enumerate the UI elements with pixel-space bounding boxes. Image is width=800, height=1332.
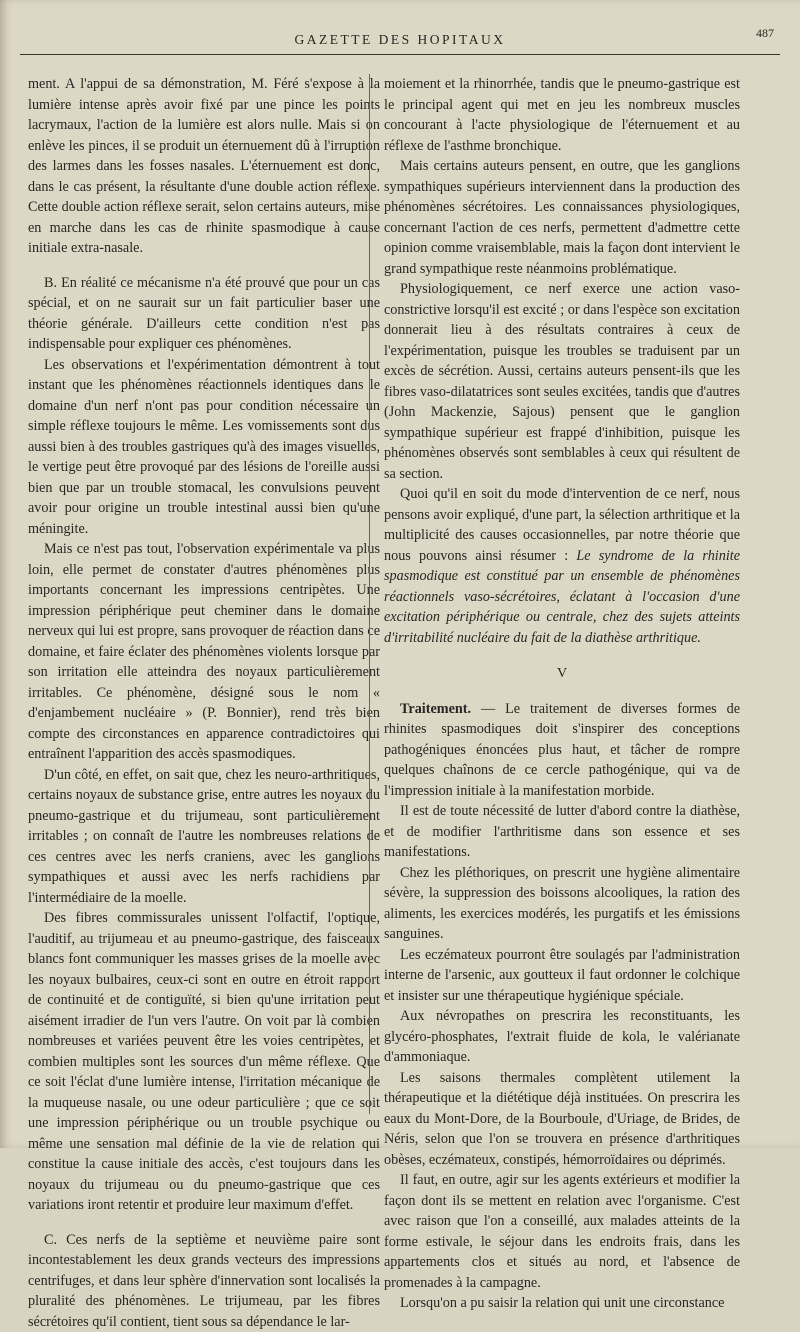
paragraph: C. Ces nerfs de la septième et neuvième paire sont incontestablement les deux grands vecteurs des impressions centrifuges, et dans leur sphère d'innervation sont localisés la pluralité des phénomènes. Le trijumeau, par les fibres sécrétoires qu'il contient, tient sous sa dépendance le lar- — [28, 1230, 380, 1332]
paragraph: D'un côté, en effet, on sait que, chez les neuro-arthritiques, certains noyaux de substance grise, entre autres les noyaux du pneumo-gastrique et du trijumeau, sont particulièrement irritables ; on connaît de l'autre les nombreuses relations de ces centres avec les nerfs craniens, avec les ganglions sympathiques et aussi avec les nerfs rachidiens par l'intermédiaire de la moelle. — [28, 765, 380, 909]
paragraph-text: — Le traitement de diverses formes de rhinites spasmodiques doit s'inspirer des conceptions pathogéniques énoncées plus haut, et tâcher de rompre quelques chaînons de ce cercle pathogénique, qui va de l'impression initiale à la manifestation morbide. — [384, 701, 740, 799]
paragraph: Les observations et l'expérimentation démontrent à tout instant que les phénomènes réactionnels identiques dans le domaine d'un nerf n'ont pas pour condition nécessaire un simple réflexe toujours le même. Les vomissements sont dus aussi bien à des troubles gastriques qu'à des images visuelles, le vertige peut être provoqué par des lésions de l'oreille aussi bien que par un trouble stomacal, les convulsions peuvent avoir pour origine un trouble intestinal aussi bien qu'une méningite. — [28, 355, 380, 540]
treatment-heading: Traitement. — [400, 701, 471, 717]
paragraph: Il est de toute nécessité de lutter d'abord contre la diathèse, et de modifier l'arthritisme dans son essence et ses manifestations. — [384, 801, 740, 863]
treatment-paragraph — [384, 699, 740, 802]
paragraph: moiement et la rhinorrhée, tandis que le pneumo-gastrique est le principal agent qui met en jeu les nombreux muscles concourant à l'acte physiologique de l'éternuement et au réflexe de l'asthme bronchique. — [384, 74, 740, 156]
paragraph: Des fibres commissurales unissent l'olfactif, l'optique, l'auditif, au trijumeau et au pneumo-gastrique, des faisceaux blancs font communiquer les masses grises de la moelle avec les noyaux bulbaires, ceux-ci sont en outre en étroit rapport de continuité et de contiguïté, si bien qu'une irritation peut aisément irradier de l'un vers l'autre. On voit par là combien nombreuses et variées peuvent être les voies centripètes, et combien multiples sont les sources d'un même réflexe. Que ce soit l'éclat d'une lumière intense, l'irritation mécanique de la muqueuse nasale, ou une odeur particulière ; que ce soit une impression périphérique ou un trouble psychique ou même une sensation mal définie de la vie de relation qui constitue la cause initiale des accès, c'est toujours dans les noyaux du trijumeau ou du pneumo-gastrique que ces variations iront retentir et produire leur maximum d'effet. — [28, 908, 380, 1216]
header-rule — [20, 54, 780, 55]
paragraph: Les eczémateux pourront être soulagés par l'administration interne de l'arsenic, aux goutteux il faut ordonner le colchique et insister sur une thérapeutique hygiénique spéciale. — [384, 945, 740, 1007]
theory-summary: Le syndrome de la rhinite spasmodique est constitué par un ensemble de phénomènes réactionnels vaso-sécrétoires, éclatant à l'occasion d'une excitation périphérique ou centrale, chez des sujets atteints d'irritabilité nucléaire du fait de la diathèse arthritique. — [384, 548, 740, 646]
paragraph: Aux névropathes on prescrira les reconstituants, les glycéro-phosphates, l'extrait fluide de kola, le valérianate d'ammoniaque. — [384, 1006, 740, 1068]
page-header — [20, 26, 780, 66]
page-number: 487 — [756, 26, 774, 41]
right-column — [384, 74, 740, 1314]
paragraph: Les saisons thermales complètent utilement la thérapeutique et la diététique déjà instituées. On prescrira les eaux du Mont-Dore, de la Bourboule, d'Uriage, de Brides, de Néris, selon que l'on se trouvera en présence d'arthritiques obèses, eczémateux, constipés, hémorroïdaires ou déprimés. — [384, 1068, 740, 1171]
paragraph-text: Quoi qu'il en soit du mode d'intervention de ce nerf, nous pensons avoir expliqué, d'une part, la sélection arthritique et la multiplicité des causes occasionnelles, par notre théorie que nous pouvons ainsi résumer : — [384, 486, 740, 564]
paragraph: Chez les pléthoriques, on prescrit une hygiène alimentaire sévère, la suppression des boissons alcooliques, la ration des aliments, les exercices modérés, les purgatifs et les émissions sanguines. — [384, 863, 740, 945]
left-column — [28, 74, 380, 1332]
section-number: V — [384, 664, 740, 685]
paragraph: B. En réalité ce mécanisme n'a été prouvé que pour un cas spécial, et on ne saurait sur un fait particulier baser une théorie générale. D'ailleurs cette condition n'est pas indispensable pour expliquer ces phénomènes. — [28, 273, 380, 355]
running-title: GAZETTE DES HOPITAUX — [20, 32, 780, 48]
column-divider — [369, 74, 370, 1114]
paragraph: Mais certains auteurs pensent, en outre, que les ganglions sympathiques supérieurs interviennent dans la production des phénomènes sécrétoires. Les connaissances physiologiques, concernant l'action de ces nerfs, permettent d'admettre cette opinion comme vraisemblable, mais la façon dont intervient le grand sympathique reste néanmoins problématique. — [384, 156, 740, 279]
paragraph: ment. A l'appui de sa démonstration, M. Féré s'expose à la lumière intense après avoir fixé par une pince les points lacrymaux, l'action de la lumière est alors nulle. Mais si on enlève les pinces, il se produit un éternuement dû à l'irruption des larmes dans les fosses nasales. L'éternuement est donc, dans le cas présent, la résultante d'une double action réflexe. Cette double action réflexe serait, selon certains auteurs, mise en marche dans les cas de rhinite spasmodique à cause initiale extra-nasale. — [28, 74, 380, 259]
paragraph: Physiologiquement, ce nerf exerce une action vaso-constrictive lorsqu'il est excité ; or dans l'espèce son excitation donnerait lieu à des résultats contraires à ceux de l'expérimentation, puisque les troubles se traduisent par un excès de sécrétion. Aussi, certains auteurs pensent-ils que les fibres vaso-dilatatrices sont seules excitées, tandis que d'autres (John Mackenzie, Sajous) pensent que le ganglion sympathique supérieur est frappé d'inhibition, puisque les phénomènes observés sont semblables à ceux qui résultent de sa section. — [384, 279, 740, 484]
summary-paragraph — [384, 484, 740, 648]
paragraph: Mais ce n'est pas tout, l'observation expérimentale va plus loin, elle permet de constater d'autres phénomènes plus importants concernant les impressions centripètes. Une impression périphérique peut cheminer dans le domaine nerveux qui lui est propre, sans provoquer de réaction dans ce domaine, et faire éclater des phénomènes violents lorsque par son irritation elle atteindra des noyaux particulièrement irritables. Ce phénomène, désigné sous le nom « d'enjambement nucléaire » (P. Bonnier), rend très bien compte des circonstances en apparence contradictoires qui entraînent l'apparition des accès spasmodiques. — [28, 539, 380, 765]
paragraph: Il faut, en outre, agir sur les agents extérieurs et modifier la façon dont ils se mettent en relation avec l'organisme. C'est avec raison que l'on a conseillé, aux malades atteints de la forme estivale, le séjour dans les endroits frais, dans les appartements clos et situés au nord, et l'absence de promenades à la campagne. — [384, 1170, 740, 1293]
paragraph: Lorsqu'on a pu saisir la relation qui unit une circonstance — [384, 1293, 740, 1314]
